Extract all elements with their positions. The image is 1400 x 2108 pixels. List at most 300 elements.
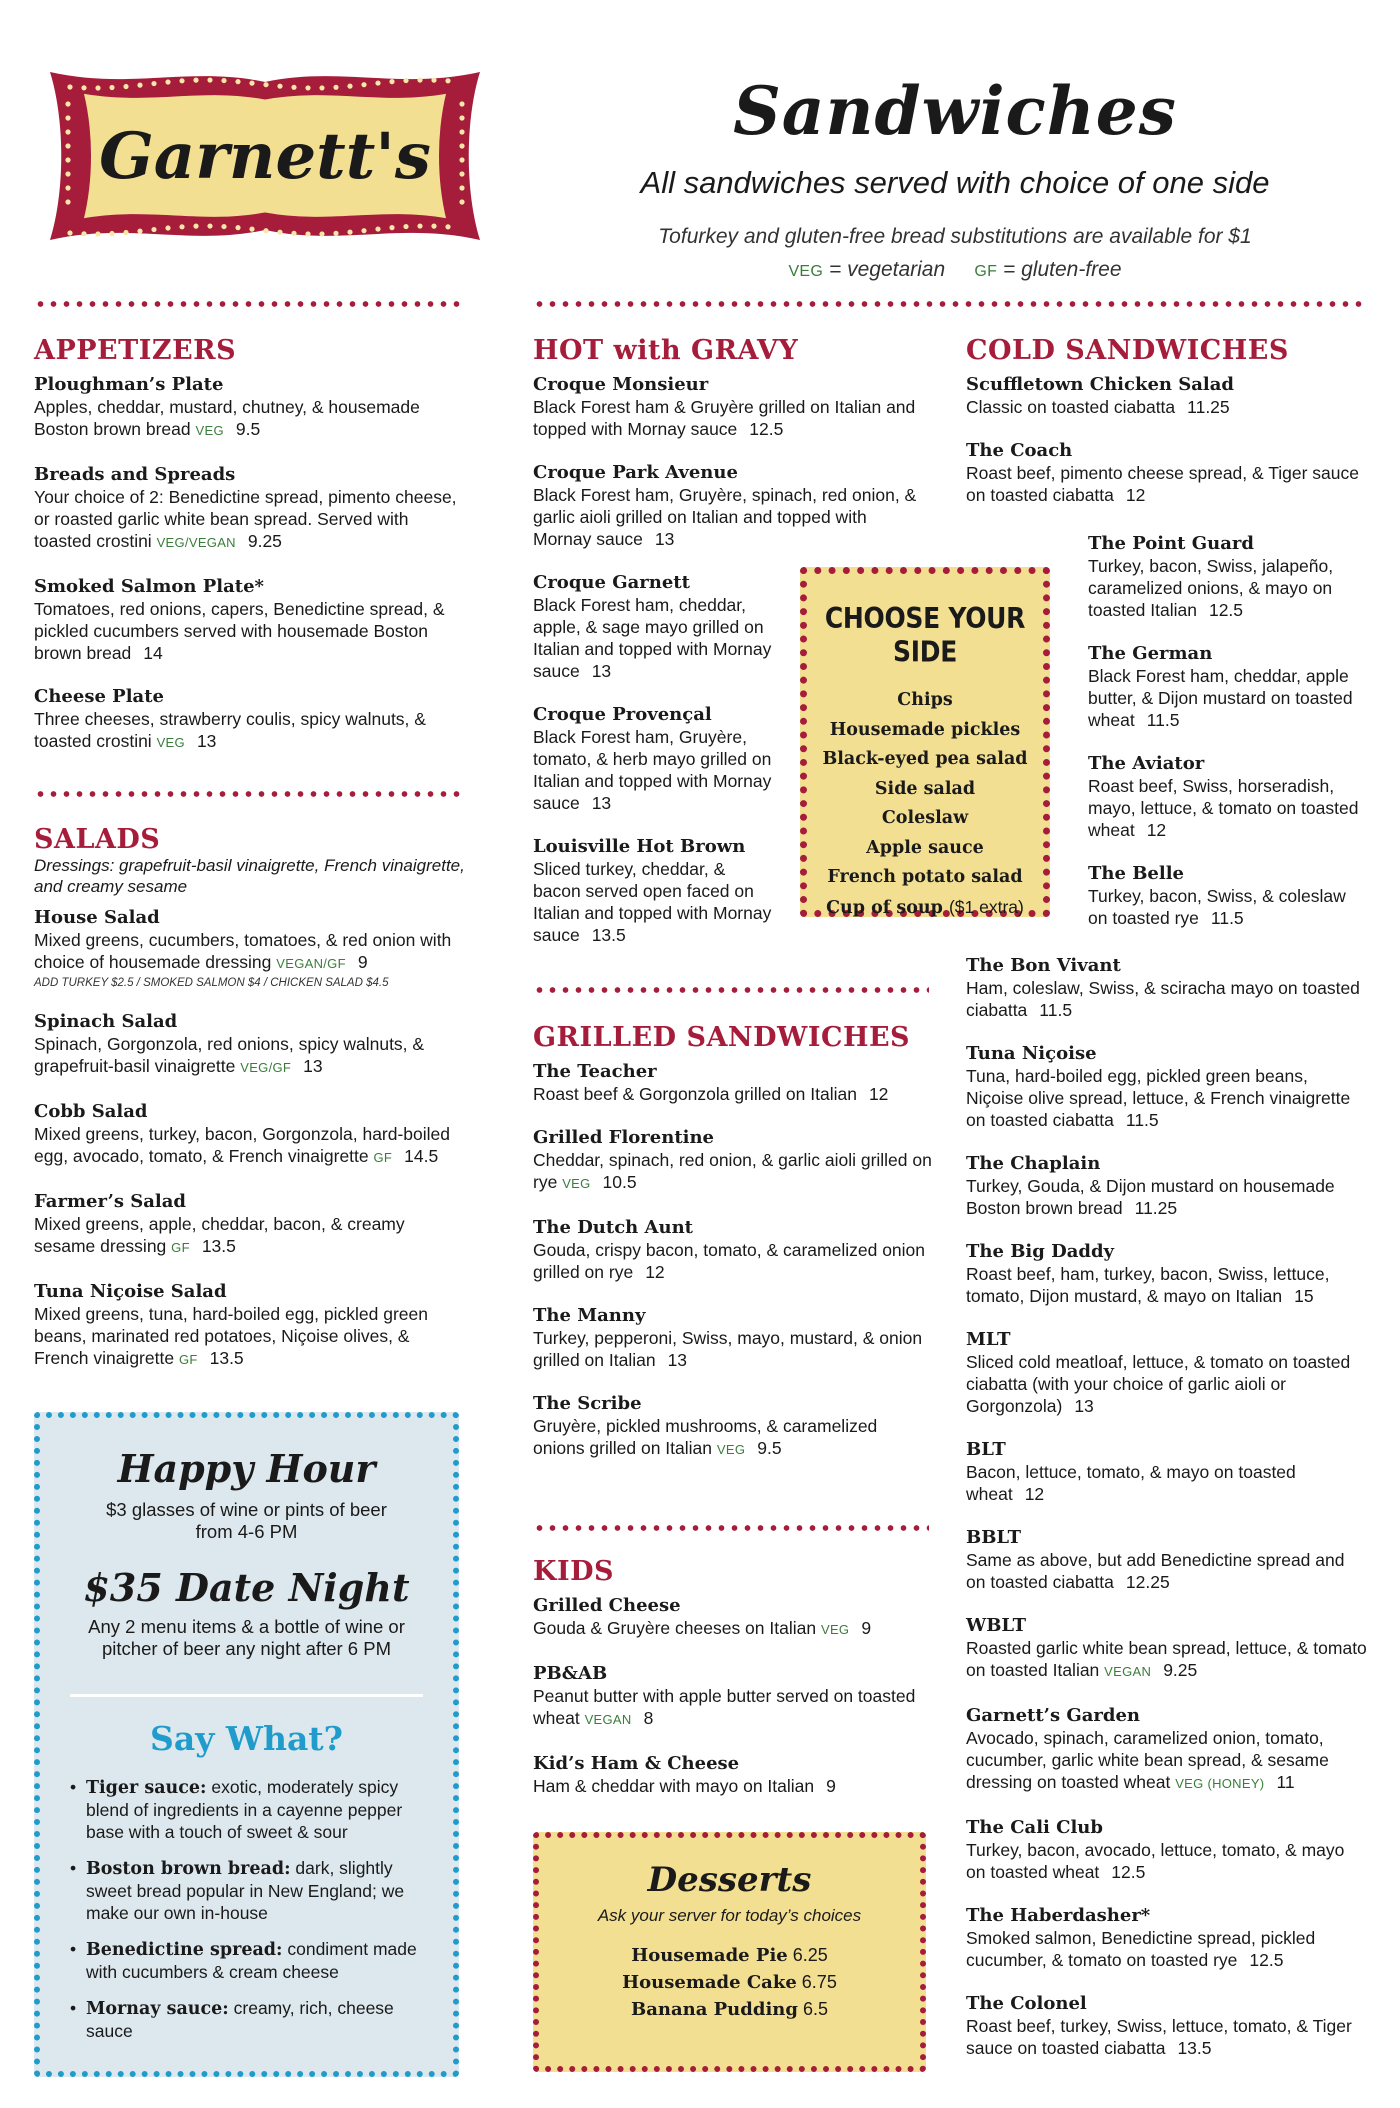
item-name: The Teacher <box>533 1061 657 1082</box>
item-desc-text: Turkey, pepperoni, Swiss, mayo, mustard, & onion grilled on Italian <box>533 1328 923 1370</box>
date-night-title: $35 Date Night <box>83 1565 410 1610</box>
menu-item <box>34 907 466 989</box>
item-price: 13 <box>667 1350 688 1370</box>
item-name: Kid’s Ham & Cheese <box>533 1753 740 1774</box>
menu-item <box>966 1241 1368 1307</box>
item-name: Breads and Spreads <box>34 464 236 485</box>
item-price: 12.5 <box>1111 1862 1146 1882</box>
desserts-title: Desserts <box>647 1860 812 1900</box>
cold-narrow-list <box>1088 533 1370 929</box>
appetizers-section <box>34 335 464 776</box>
dessert-price: 6.75 <box>801 1972 837 1992</box>
choose-side-title: CHOOSE YOUR SIDE <box>824 601 1026 669</box>
item-desc-text: Classic on toasted ciabatta <box>966 397 1176 417</box>
glossary-definition: dark, slightly sweet bread popular in New England; we make our own in-house <box>86 1858 405 1923</box>
item-desc-text: Gouda & Gruyère cheeses on Italian <box>533 1618 817 1638</box>
item-price: 11 <box>1276 1772 1295 1792</box>
menu-item <box>966 1153 1368 1219</box>
item-price: 13.5 <box>1177 2038 1212 2058</box>
diet-tag: VEG/VEGAN <box>156 535 236 550</box>
item-name: WBLT <box>966 1615 1027 1636</box>
item-name: PB&AB <box>533 1663 608 1684</box>
item-desc-text: Your choice of 2: Benedictine spread, pimento cheese, or roasted garlic white bean spread. Served with toasted crostini <box>34 487 457 551</box>
item-name: The Dutch Aunt <box>533 1217 693 1238</box>
menu-item <box>1088 643 1370 731</box>
diet-tag: GF <box>178 1352 198 1367</box>
item-price: 13.5 <box>591 925 626 945</box>
item-name: The Aviator <box>1088 753 1205 774</box>
item-description <box>34 1033 466 1079</box>
item-name: Grilled Florentine <box>533 1127 715 1148</box>
item-name: The German <box>1088 643 1213 664</box>
item-name: Scuffletown Chicken Salad <box>966 374 1235 395</box>
side-option-name: Apple sauce <box>866 837 984 858</box>
item-description <box>533 1327 933 1371</box>
item-description <box>533 1617 933 1641</box>
section-heading: GRILLED SANDWICHES <box>533 1022 911 1053</box>
glossary-term: Mornay sauce: <box>86 1999 229 2019</box>
menu-item <box>533 704 773 814</box>
menu-item <box>533 1663 933 1731</box>
item-price: 9.5 <box>235 419 261 439</box>
grilled-section <box>533 1022 933 1483</box>
item-name: The Manny <box>533 1305 646 1326</box>
menu-item <box>1088 533 1370 621</box>
desserts-list <box>539 1942 920 2023</box>
item-price: 11.25 <box>1187 397 1230 417</box>
item-desc-text: Ham & cheddar with mayo on Italian <box>533 1776 815 1796</box>
item-desc-text: Smoked salmon, Benedictine spread, pickled cucumber, & tomato on toasted rye <box>966 1928 1316 1970</box>
side-option <box>807 804 1043 834</box>
divider <box>34 300 466 308</box>
menu-item <box>533 1217 933 1283</box>
kids-list <box>533 1595 933 1797</box>
item-description <box>533 1685 933 1731</box>
glossary-list <box>40 1776 453 2042</box>
item-name: Croque Park Avenue <box>533 462 738 483</box>
menu-item <box>1088 863 1370 929</box>
dessert-price: 6.25 <box>792 1945 828 1965</box>
side-extra-note: ($1 extra) <box>948 896 1024 917</box>
glossary-item <box>70 1938 427 1983</box>
item-description <box>34 486 464 554</box>
item-description <box>34 396 464 442</box>
item-desc-text: Roast beef & Gorgonzola grilled on Italian <box>533 1084 857 1104</box>
dessert-item <box>539 1996 920 2023</box>
item-description <box>533 726 773 814</box>
cold-top-list <box>966 374 1366 506</box>
item-desc-text: Roast beef, pimento cheese spread, & Tiger sauce on toasted ciabatta <box>966 463 1360 505</box>
item-description <box>533 1239 933 1283</box>
item-desc-text: Roast beef, turkey, Swiss, lettuce, tomato, & Tiger sauce on toasted ciabatta <box>966 2016 1352 2058</box>
item-name: Smoked Salmon Plate* <box>34 576 264 597</box>
diet-tag: GF <box>171 1240 190 1255</box>
item-name: MLT <box>966 1329 1011 1350</box>
item-desc-text: Black Forest ham, cheddar, apple butter, & Dijon mustard on toasted wheat <box>1088 666 1353 730</box>
dessert-name: Banana Pudding <box>631 1999 798 2020</box>
item-name: Farmer’s Salad <box>34 1191 186 1212</box>
item-description <box>966 1549 1368 1593</box>
divider <box>533 1524 929 1532</box>
item-price: 8 <box>643 1708 654 1728</box>
item-desc-text: Roasted garlic white bean spread, lettuce, & tomato on toasted Italian <box>966 1638 1367 1680</box>
menu-item <box>533 1753 933 1797</box>
kids-section <box>533 1556 933 1819</box>
item-description <box>966 1727 1368 1795</box>
item-desc-text: Roast beef, ham, turkey, bacon, Swiss, lettuce, tomato, Dijon mustard, & mayo on Italian <box>966 1264 1330 1306</box>
menu-item <box>533 1393 933 1461</box>
item-description <box>34 708 464 754</box>
item-price: 12 <box>868 1084 889 1104</box>
item-description <box>966 1637 1368 1683</box>
item-description <box>966 2015 1368 2059</box>
item-description <box>966 977 1368 1021</box>
menu-item <box>966 1905 1368 1971</box>
side-option-name: Cup of soup <box>826 897 943 918</box>
item-description <box>966 462 1366 506</box>
diet-tag: VEGAN <box>1104 1664 1152 1679</box>
item-name: The Scribe <box>533 1393 642 1414</box>
glossary-item <box>70 1776 427 1843</box>
glossary-term: Boston brown bread: <box>86 1859 291 1879</box>
item-desc-text: Black Forest ham, Gruyère, spinach, red onion, & garlic aioli grilled on Italian and topped with Mornay sauce <box>533 485 917 549</box>
item-price: 12 <box>1024 1484 1045 1504</box>
menu-item <box>966 374 1366 418</box>
item-description <box>34 598 464 664</box>
item-description <box>1088 555 1370 621</box>
dessert-name: Housemade Pie <box>631 1945 788 1966</box>
menu-item <box>34 1191 466 1259</box>
item-price: 11.5 <box>1039 1000 1073 1020</box>
item-name: Tuna Niçoise <box>966 1043 1097 1064</box>
item-description <box>966 1263 1368 1307</box>
section-heading: APPETIZERS <box>34 335 237 366</box>
item-name: The Chaplain <box>966 1153 1101 1174</box>
side-option-name: Chips <box>897 690 953 710</box>
item-desc-text: Mixed greens, turkey, bacon, Gorgonzola, hard-boiled egg, avocado, tomato, & French vinaigrette <box>34 1124 451 1166</box>
item-price: 12.5 <box>1249 1950 1284 1970</box>
item-description <box>34 1303 466 1371</box>
dessert-item <box>539 1942 920 1969</box>
item-description <box>966 1065 1368 1131</box>
item-description <box>966 1175 1368 1219</box>
item-desc-text: Black Forest ham, Gruyère, tomato, & herb mayo grilled on Italian and topped with Mornay sauce <box>533 727 772 813</box>
item-price: 12.5 <box>749 419 784 439</box>
item-name: The Point Guard <box>1088 533 1254 554</box>
divider <box>533 300 1368 308</box>
diet-tag: VEG <box>716 1442 746 1457</box>
cold-section <box>966 335 1366 528</box>
choose-side-box <box>800 567 1050 917</box>
diet-tag: VEG <box>156 735 185 750</box>
item-price: 13 <box>1074 1396 1094 1416</box>
item-price: 11.25 <box>1134 1198 1178 1218</box>
menu-item <box>533 1305 933 1371</box>
salads-section <box>34 824 466 1393</box>
glossary-item <box>70 1857 427 1924</box>
side-option <box>807 834 1043 864</box>
item-desc-text: Tuna, hard-boiled egg, pickled green beans, Niçoise olive spread, lettuce, & French vinaigrette on toasted ciabatta <box>966 1066 1351 1130</box>
item-price: 13 <box>591 661 612 681</box>
item-desc-text: Cheddar, spinach, red onion, & garlic aioli grilled on rye <box>533 1150 932 1192</box>
divider <box>34 790 466 798</box>
divider <box>533 986 929 994</box>
item-price: 10.5 <box>602 1172 637 1192</box>
item-desc-text: Three cheeses, strawberry coulis, spicy walnuts, & toasted crostini <box>34 709 426 751</box>
item-desc-text: Ham, coleslaw, Swiss, & sciracha mayo on toasted ciabatta <box>966 978 1360 1020</box>
item-description <box>966 1351 1368 1417</box>
item-name: Spinach Salad <box>34 1011 178 1032</box>
section-heading: COLD SANDWICHES <box>966 335 1289 366</box>
menu-item <box>34 1011 466 1079</box>
glossary-term: Tiger sauce: <box>86 1778 207 1798</box>
item-price: 14 <box>143 643 163 663</box>
item-price: 12 <box>1146 820 1167 840</box>
menu-item <box>533 374 923 440</box>
diet-tag: VEGAN/GF <box>276 956 346 971</box>
item-description <box>533 1415 933 1461</box>
side-option <box>807 863 1043 893</box>
happy-hour-title: Happy Hour <box>117 1446 376 1491</box>
item-price: 11.5 <box>1210 908 1244 928</box>
item-desc-text: Black Forest ham & Gruyère grilled on Italian and topped with Mornay sauce <box>533 397 916 439</box>
menu-item <box>34 464 464 554</box>
side-option <box>807 775 1043 805</box>
item-price: 9.25 <box>1163 1660 1198 1680</box>
menu-item <box>533 1595 933 1641</box>
item-price: 9 <box>357 952 368 972</box>
diet-tag: VEG <box>195 423 224 438</box>
item-price: 9 <box>861 1618 872 1638</box>
item-description <box>966 1839 1368 1883</box>
menu-item <box>34 374 464 442</box>
item-desc-text: Apples, cheddar, mustard, chutney, & housemade Boston brown bread <box>34 397 420 439</box>
dessert-name: Housemade Cake <box>622 1972 797 1993</box>
item-price: 13.5 <box>209 1348 244 1368</box>
item-desc-text: Turkey, Gouda, & Dijon mustard on housemade Boston brown bread <box>966 1176 1335 1218</box>
garnetts-logo <box>40 60 490 252</box>
substitution-note: Tofurkey and gluten-free bread substitutions are available for $1 <box>658 225 1252 248</box>
menu-item <box>533 1127 933 1195</box>
glossary-term: Benedictine spread: <box>86 1940 283 1960</box>
item-name: The Big Daddy <box>966 1241 1115 1262</box>
diet-tag: VEGAN <box>584 1712 632 1727</box>
menu-item <box>34 1281 466 1371</box>
item-name: Garnett’s Garden <box>966 1705 1140 1726</box>
item-desc-text: Black Forest ham, cheddar, apple, & sage mayo grilled on Italian and topped with Mornay sauce <box>533 595 772 681</box>
side-option <box>807 686 1043 716</box>
item-description <box>1088 775 1370 841</box>
dessert-item <box>539 1969 920 1996</box>
side-option-name: Black-eyed pea salad <box>822 749 1028 769</box>
item-desc-text: Turkey, bacon, Swiss, jalapeño, caramelized onions, & mayo on toasted Italian <box>1088 556 1334 620</box>
menu-item <box>966 1817 1368 1883</box>
item-name: The Cali Club <box>966 1817 1103 1838</box>
side-option-name: Side salad <box>874 778 976 799</box>
diet-tag: GF <box>373 1150 393 1165</box>
item-description <box>966 1461 1368 1505</box>
item-desc-text: Mixed greens, cucumbers, tomatoes, & red onion with choice of housemade dressing <box>34 930 452 972</box>
glossary-definition: creamy, rich, cheese sauce <box>86 1998 394 2041</box>
item-price: 15 <box>1294 1286 1314 1306</box>
item-name: Croque Monsieur <box>533 374 709 395</box>
glossary-definition: condiment made with cucumbers & cream cheese <box>86 1939 417 1982</box>
menu-item <box>966 1043 1368 1131</box>
item-desc-text: Spinach, Gorgonzola, red onions, spicy walnuts, & grapefruit-basil vinaigrette <box>34 1034 425 1076</box>
legend-veg-tag: VEG <box>788 263 824 280</box>
cold-list <box>966 955 1368 2059</box>
item-name: Cobb Salad <box>34 1101 148 1122</box>
item-description <box>533 1083 933 1105</box>
menu-item <box>966 1993 1368 2059</box>
item-description <box>34 929 466 975</box>
page-title: Sandwiches <box>733 72 1177 150</box>
side-option-name: Coleslaw <box>881 808 969 828</box>
item-description <box>1088 665 1370 731</box>
item-name: Cheese Plate <box>34 686 164 707</box>
item-name: The Coach <box>966 440 1073 461</box>
item-description <box>966 1927 1368 1971</box>
item-desc-text: Peanut butter with apple butter served on toasted wheat <box>533 1686 916 1728</box>
item-description <box>34 1213 466 1259</box>
grilled-list <box>533 1061 933 1461</box>
item-name: Ploughman’s Plate <box>34 374 224 395</box>
item-name: BBLT <box>966 1527 1022 1548</box>
legend-gf-tag: GF <box>974 263 998 280</box>
diet-tag: VEG <box>562 1176 591 1191</box>
menu-item <box>966 1615 1368 1683</box>
diet-tag: VEG (HONEY) <box>1175 1776 1265 1791</box>
item-desc-text: Roast beef, Swiss, horseradish, mayo, lettuce, & tomato on toasted wheat <box>1088 776 1359 840</box>
item-price: 13 <box>196 731 217 751</box>
page-subtitle: All sandwiches served with choice of one side <box>640 165 1270 200</box>
item-desc-text: Bacon, lettuce, tomato, & mayo on toasted wheat <box>966 1462 1296 1504</box>
item-price: 11.5 <box>1125 1110 1159 1130</box>
section-heading: HOT with GRAVY <box>533 335 799 366</box>
box-divider <box>70 1694 423 1697</box>
legend-veg-text: = vegetarian <box>829 258 946 281</box>
item-price: 9 <box>826 1776 836 1796</box>
item-desc-text: Sliced cold meatloaf, lettuce, & tomato on toasted ciabatta (with your choice of garlic aioli or Gorgonzola) <box>966 1352 1351 1416</box>
item-desc-text: Tomatoes, red onions, capers, Benedictine spread, & pickled cucumbers served with housemade Boston brown bread <box>34 599 445 663</box>
happy-hour-box <box>34 1412 459 2077</box>
say-what-title: Say What? <box>150 1719 343 1758</box>
menu-item <box>1088 753 1370 841</box>
cold-main-column <box>966 955 1368 2081</box>
item-description <box>533 1775 933 1797</box>
side-option-name: French potato salad <box>827 867 1023 887</box>
menu-item <box>533 1061 933 1105</box>
item-description <box>966 396 1366 418</box>
item-price: 13 <box>591 793 612 813</box>
item-price: 13 <box>654 529 675 549</box>
menu-item <box>966 1439 1368 1505</box>
dessert-price: 6.5 <box>802 1999 828 2019</box>
glossary-definition: exotic, moderately spicy blend of ingredients in a cayenne pepper base with a touch of sweet & sour <box>86 1777 403 1842</box>
menu-item <box>966 1527 1368 1593</box>
diet-tag: VEG <box>820 1622 850 1637</box>
desserts-subtitle: Ask your server for today’s choices <box>597 1906 862 1925</box>
item-description <box>533 594 773 682</box>
item-desc-text: Gouda, crispy bacon, tomato, & caramelized onion grilled on rye <box>533 1240 926 1282</box>
item-name: The Haberdasher* <box>966 1905 1151 1926</box>
item-name: House Salad <box>34 907 160 928</box>
menu-item <box>966 440 1366 506</box>
menu-item <box>966 1705 1368 1795</box>
appetizers-list <box>34 374 464 754</box>
item-price: 9.25 <box>247 531 282 551</box>
cold-narrow-column <box>1088 533 1370 951</box>
item-name: The Bon Vivant <box>966 955 1121 976</box>
item-desc-text: Turkey, bacon, avocado, lettuce, tomato, & mayo on toasted wheat <box>966 1840 1345 1882</box>
item-description <box>34 1123 466 1169</box>
menu-item <box>966 1329 1368 1417</box>
item-desc-text: Avocado, spinach, caramelized onion, tomato, cucumber, garlic white bean spread, & sesame dressing on toasted wheat <box>966 1728 1329 1792</box>
menu-item <box>34 686 464 754</box>
item-name: Louisville Hot Brown <box>533 836 746 857</box>
item-desc-text: Sliced turkey, cheddar, & bacon served open faced on Italian and topped with Mornay sauce <box>533 859 772 945</box>
desserts-box <box>533 1832 926 2072</box>
glossary-item <box>70 1997 427 2042</box>
salad-addon-note: ADD TURKEY $2.5 / SMOKED SALMON $4 / CHICKEN SALAD $4.5 <box>34 977 389 989</box>
diet-tag: VEG/GF <box>240 1060 292 1075</box>
date-night-text: Any 2 menu items & a bottle of wine or pitcher of beer any night after 6 PM <box>88 1616 405 1659</box>
item-price: 13 <box>303 1056 323 1076</box>
section-heading: SALADS <box>34 824 161 855</box>
menu-item <box>34 1101 466 1169</box>
side-option-name: Housemade pickles <box>829 719 1021 740</box>
side-option <box>807 745 1043 775</box>
salads-list <box>34 907 466 1371</box>
menu-item <box>533 462 923 550</box>
item-price: 12 <box>645 1262 665 1282</box>
item-name: The Belle <box>1088 863 1184 884</box>
menu-item <box>533 572 773 682</box>
item-price: 14.5 <box>404 1146 439 1166</box>
happy-hour-text: $3 glasses of wine or pints of beer from 4-6 PM <box>106 1499 387 1542</box>
item-description <box>1088 885 1370 929</box>
item-price: 12.5 <box>1208 600 1244 620</box>
side-option <box>807 716 1043 746</box>
item-price: 12 <box>1125 485 1146 505</box>
item-name: The Colonel <box>966 1993 1087 2014</box>
section-heading: KIDS <box>533 1556 615 1587</box>
item-desc-text: Mixed greens, tuna, hard-boiled egg, pickled green beans, marinated red potatoes, Niçoise olives, & French vinaigrette <box>34 1304 428 1368</box>
menu-item <box>34 576 464 664</box>
menu-item <box>966 955 1368 1021</box>
diet-legend <box>560 258 1350 282</box>
item-price: 9.5 <box>757 1438 782 1458</box>
item-desc-text: Same as above, but add Benedictine spread and on toasted ciabatta <box>966 1550 1345 1592</box>
item-price: 13.5 <box>201 1236 236 1256</box>
menu-item <box>533 836 773 946</box>
item-name: Croque Garnett <box>533 572 690 593</box>
item-price: 12.25 <box>1125 1572 1170 1592</box>
item-description <box>533 484 923 550</box>
item-description <box>533 858 773 946</box>
side-option <box>807 893 1043 924</box>
logo-text: Garnett's <box>99 119 431 194</box>
item-price: 11.5 <box>1146 710 1180 730</box>
item-name: Tuna Niçoise Salad <box>34 1281 227 1302</box>
legend-gf-text: = gluten-free <box>1003 258 1122 281</box>
item-name: Croque Provençal <box>533 704 712 725</box>
sides-list <box>807 686 1043 923</box>
dressings-note: Dressings: grapefruit-basil vinaigrette, French vinaigrette, and creamy sesame <box>34 856 465 896</box>
item-description <box>533 1149 933 1195</box>
item-desc-text: Gruyère, pickled mushrooms, & caramelized onions grilled on Italian <box>533 1416 878 1458</box>
item-desc-text: Mixed greens, apple, cheddar, bacon, & creamy sesame dressing <box>34 1214 405 1256</box>
